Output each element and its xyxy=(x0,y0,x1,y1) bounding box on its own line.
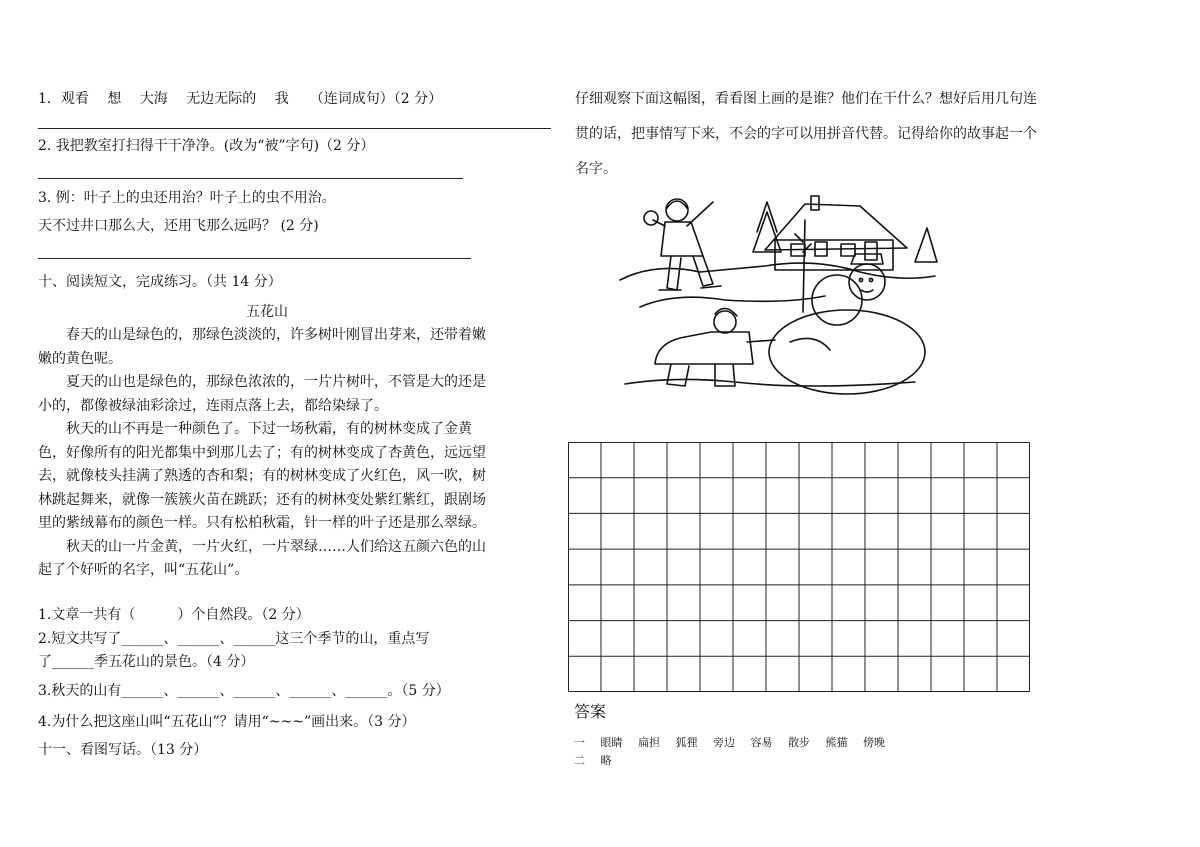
question-2: 2. 我把教室打扫得干干净净。(改为“被”字句)（2 分） xyxy=(38,138,375,154)
answer-word: 狐狸 xyxy=(675,736,698,749)
paragraph-4: 秋天的山一片金黄，一片火红，一片翠绿……人们给这五颜六色的山起了个好听的名字，叫“五花山”。 xyxy=(38,538,486,578)
answer-word: 旁边 xyxy=(713,736,735,749)
writing-grid xyxy=(568,442,1030,692)
answers-row-1-label: 一 xyxy=(574,736,585,749)
answers-row-2 xyxy=(574,752,624,768)
question-1: 1．观看 想 大海 无边无际的 我 （连词成句）（2 分） xyxy=(38,91,443,107)
answer-word: 扁担 xyxy=(638,736,660,749)
snow-scene-illustration xyxy=(615,192,940,402)
passage-body xyxy=(38,324,498,583)
exercise-2-line-2: 了______季五花山的景色。（4 分） xyxy=(38,654,255,670)
paragraph-3: 秋天的山不再是一种颜色了。下过一场秋霜，有的树林变成了金黄色，好像所有的阳光都集中到那儿去了；有的树林变成了杏黄色，远远望去，就像枝头挂满了熟透的杏和梨；有的树林变成了火红色，风一吹，树林跳起舞来，就像一簇簇火苗在跳跃；还有的树林变处紫红紫红，跟剧场里的紫绒幕布的颜色一样。只有松柏秋霜，针一样的叶子还是那么翠绿。 xyxy=(38,421,486,531)
picture-writing-instructions: 仔细观察下面这幅图，看看图上画的是谁？他们在干什么？想好后用几句连贯的话，把事情写下来，不会的字可以用拼音代替。记得给你的故事起一个名字。 xyxy=(575,91,1037,177)
answer-line-3 xyxy=(38,258,471,259)
answers-title: 答案 xyxy=(574,702,607,721)
answer-word: 傍晚 xyxy=(863,736,885,749)
paragraph-2: 夏天的山也是绿色的，那绿色浓浓的，一片片树叶，不管是大的还是小的，都像被绿油彩涂过，连雨点落上去，都给染绿了。 xyxy=(38,374,486,414)
answer-line-2 xyxy=(38,178,463,179)
answers-row-2-text: 略 xyxy=(600,754,612,767)
answer-line-1 xyxy=(38,128,551,129)
exercise-1: 1.文章一共有（ ）个自然段。（2 分） xyxy=(38,607,310,623)
question-3-example: 3. 例：叶子上的虫还用治？叶子上的虫不用治。 xyxy=(38,190,336,206)
paragraph-1: 春天的山是绿色的，那绿色淡淡的，许多树叶刚冒出芽来，还带着嫩嫩的黄色呢。 xyxy=(38,327,486,367)
section-10-heading: 十、阅读短文，完成练习。（共 14 分） xyxy=(38,274,282,290)
exercise-4: 4.为什么把这座山叫“五花山”？请用“~~~”画出来。（3 分） xyxy=(38,714,416,730)
passage-title: 五花山 xyxy=(246,304,288,320)
answer-word: 散步 xyxy=(788,736,810,749)
answers-row-2-label: 二 xyxy=(574,754,585,767)
answers-row-1 xyxy=(574,734,897,750)
question-3-prompt: 天不过井口那么大，还用飞那么远吗？ (2 分) xyxy=(38,218,319,234)
exercise-2-line-1: 2.短文共写了______、______、______这三个季节的山，重点写 xyxy=(38,631,430,647)
exercise-3: 3.秋天的山有______、______、______、______、______。（5 分） xyxy=(38,683,450,699)
answer-word: 熊猫 xyxy=(825,736,848,749)
answer-word: 眼睛 xyxy=(600,736,623,749)
section-11-heading: 十一、看图写话。（13 分） xyxy=(38,742,208,758)
answer-word: 容易 xyxy=(750,736,773,749)
